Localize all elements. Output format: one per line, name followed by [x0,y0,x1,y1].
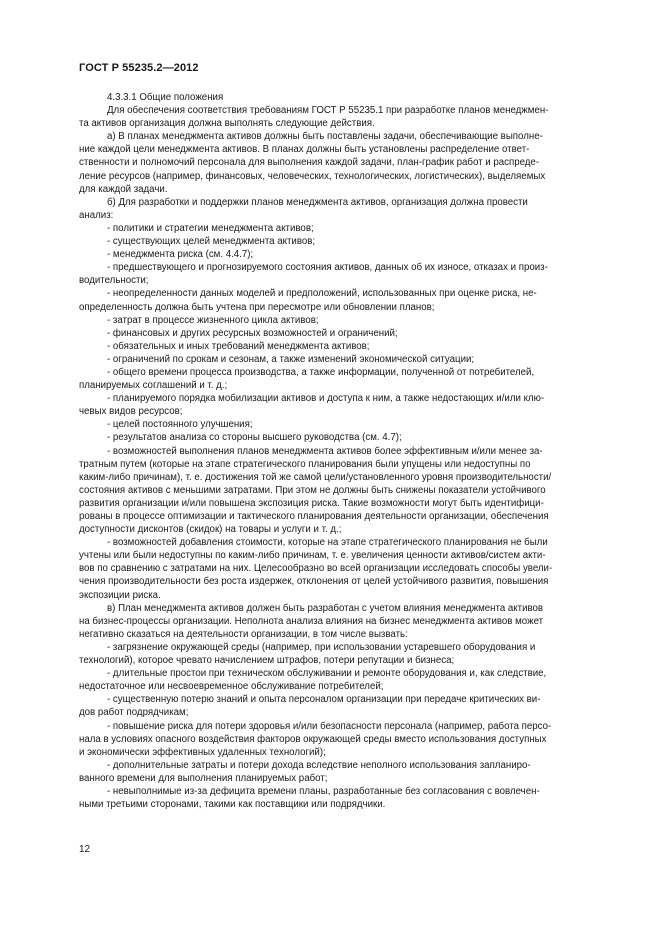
text-line: - длительные простои при техническом обслуживании и ремонте оборудования и, как следствие, [107,668,547,680]
page-number: 12 [79,844,91,855]
text-line: ными третьими сторонами, такими как поставщики или подрядчики. [79,799,386,811]
text-line: каким-либо причинам), т. е. достижения той же самой цели/установленного уровня производительности/ [79,471,552,483]
text-line: - дополнительные затраты и потери дохода вследствие неполного использования запланиро- [107,759,531,771]
text-line: и экономически эффективных удаленных технологий); [79,746,326,758]
text-line: 4.3.3.1 Общие положения [107,92,224,103]
text-line: б) Для разработки и поддержки планов менеджмента активов, организация должна провести [107,196,528,208]
text-line: - общего времени процесса производства, а также информации, полученной от потребителей, [107,366,535,378]
text-line: - затрат в процессе жизненного цикла активов; [107,314,319,326]
text-line: та активов организация должна выполнять следующие действия. [79,118,375,130]
text-line: тратным путем (которые на этапе стратегического планирования были упущены или недоступны по [79,458,531,470]
text-line: негативно сказаться на деятельности организации, в том числе вызвать: [79,628,408,640]
text-line: ление ресурсов (например, финансовых, человеческих, технологических, логистических), выделяемых [79,170,546,182]
text-line: технологий), которое чревато начислением штрафов, потери репутации и бизнеса; [79,655,455,667]
text-line: состояния активов с меньшими затратами. При этом не должны быть снижены показатели устойчивого [79,484,546,496]
text-line: определенность должна быть учтена при пересмотре или обновлении планов; [79,301,435,313]
text-line: для каждой задачи. [79,183,168,195]
text-line: экспозиции риска. [79,589,161,601]
text-line: развития организации и/или повышена экспозиция риска. Такие возможности могут быть идентифици- [79,497,544,509]
text-line: нала в условиях опасного воздействия факторов окружающей среды вместо использования доступных [79,733,547,745]
text-line: чевых видов ресурсов; [79,406,183,418]
text-line: планируемых соглашений и т. д.; [79,380,228,392]
document-header: ГОСТ Р 55235.2—2012 [79,62,199,74]
text-line: а) В планах менеджмента активов должны быть поставлены задачи, обеспечивающие выполне- [107,131,543,143]
text-line: анализ: [79,209,114,221]
text-line: рованы в процессе оптимизации и тактического планирования деятельности организации, обеспечения [79,511,549,522]
text-line: ванного времени для выполнения планируемых работ; [79,772,328,784]
text-line: ние каждой цели менеджмента активов. В планах должны быть установлены распределение ответ- [79,144,530,156]
text-line: - возможностей добавления стоимости, которые на этапе стратегического планирования не были [107,537,548,549]
text-line: - менеджмента риска (см. 4.4.7); [107,249,254,261]
text-line: - финансовых и других ресурсных возможностей и ограничений; [107,327,398,339]
text-line: дов работ подрядчикам; [79,707,189,719]
text-line: - повышение риска для потери здоровья и/или безопасности персонала (например, работа персо- [107,720,552,732]
text-line: учтены или были недоступны по каким-либо причинам, т. е. увеличения ценности активов/систем акти- [79,550,546,562]
text-line: недостаточное или несвоевременное обслуживание потребителей; [79,681,384,693]
text-line: доступности дисконтов (скидок) на товары и услуги и т. д.; [79,524,342,536]
text-line: чения производительности без роста издержек, отклонения от целей устойчивого развития, повышения [79,576,549,588]
text-line: в) План менеджмента активов должен быть разработан с учетом влияния менеджмента активов [107,602,544,614]
document-body [79,91,602,811]
text-line: - целей постоянного улучшения; [107,419,253,431]
text-line: - загрязнение окружающей среды (например, при использовании устаревшего оборудования и [107,641,536,653]
text-line: - политики и стратегии менеджмента активов; [107,222,314,234]
text-line: - неопределенности данных моделей и предположений, использованных при оценке риска, не- [107,288,537,300]
text-line: водительности; [79,275,149,287]
text-line: - невыполнимые из-за дефицита времени планы, разработанные без согласования с вовлечен- [107,785,540,797]
text-line: вов по сравнению с затратами на них. Целесообразно во всей организации исследовать способы увели- [79,563,553,575]
text-line: - ограничений по срокам и сезонам, а также изменений экономической ситуации; [107,353,475,365]
text-line: - результатов анализа со стороны высшего руководства (см. 4.7); [107,432,402,444]
text-line: Для обеспечения соответствия требованиям ГОСТ Р 55235.1 при разработке планов менеджмен- [107,105,549,117]
text-line: - предшествующего и прогнозируемого состояния активов, данных об их износе, отказах и произ- [107,262,548,274]
text-line: - возможностей выполнения планов менеджмента активов более эффективным и/или менее за- [107,445,543,457]
text-line: - обязательных и иных требований менеджмента активов; [107,340,370,352]
text-line: ственности и полномочий персонала для выполнения каждой задачи, план-график работ и распреде- [79,157,540,169]
text-line: - планируемого порядка мобилизации активов и доступа к ним, а также недостающих и/или клю- [107,393,545,405]
text-line: - существующих целей менеджмента активов; [107,236,316,248]
text-line: - существенную потерю знаний и опыта персоналом организации при передаче критических ви- [107,694,541,706]
text-line: на бизнес-процессы организации. Неполнота анализа влияния на бизнес менеджмента активов может [79,615,544,627]
